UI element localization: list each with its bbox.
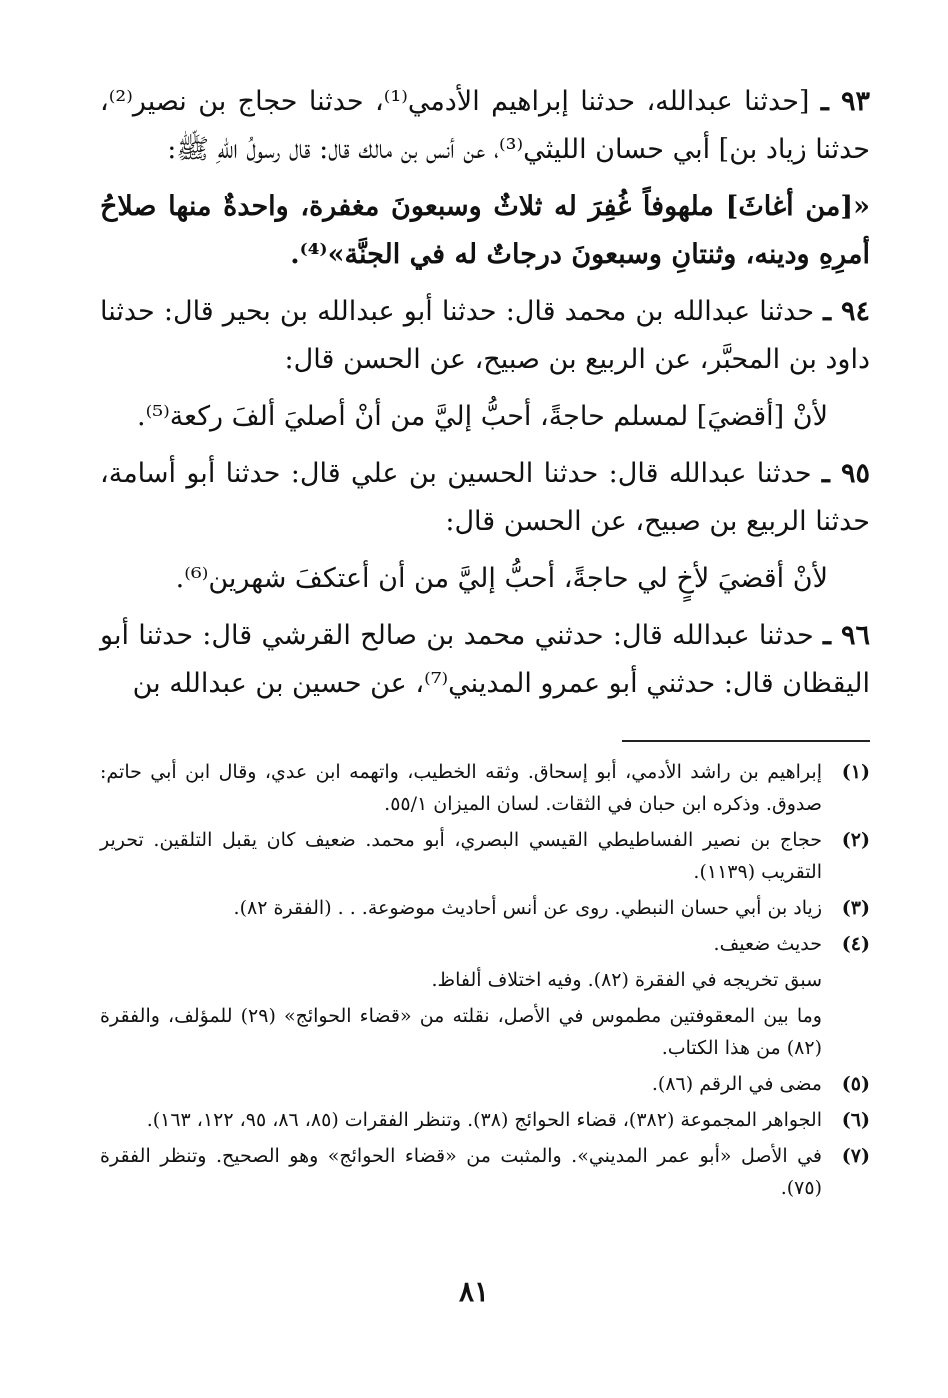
- footnote-number: (٢): [841, 829, 870, 851]
- footnotes: [100, 756, 870, 1208]
- page-body: [100, 78, 870, 1199]
- footnote-text: في الأصل «أبو عمر المديني». والمثبت من «قضاء الحوائج» وهو الصحيح. وتنظر الفقرة (٧٥).: [100, 1145, 822, 1199]
- footnote: [100, 1104, 870, 1136]
- hadith-quote: [100, 183, 870, 279]
- paragraph-text: حدثنا عبدالله قال: حدثني محمد بن صالح القرشي قال: حدثنا أبو اليقظان قال: حدثني أبو عمرو المديني⁽⁷⁾، عن حسين بن عبدالله بن: [100, 620, 870, 699]
- footnote-number: (٥): [841, 1073, 870, 1095]
- main-text: [100, 78, 870, 708]
- paragraph-text: [حدثنا عبدالله، حدثنا إبراهيم الأدمي⁽¹⁾، حدثنا حجاج بن نصير⁽²⁾، حدثنا زياد بن] أبي حسان الليثي⁽³⁾، عن أنس بن مالك قال: قال رسولُ اللّهِ ﷺ:: [100, 86, 870, 165]
- paragraph-number: ٩٤ ـ: [823, 296, 870, 327]
- page-number: ٨١: [458, 1275, 490, 1308]
- footnote-divider: [622, 740, 870, 742]
- paragraph-95: [100, 450, 870, 546]
- footnote-number: (٣): [841, 897, 870, 919]
- paragraph-number: ٩٦ ـ: [822, 620, 870, 651]
- footnote-text: حديث ضعيف.: [713, 933, 822, 955]
- footnote: [100, 892, 870, 924]
- paragraph-number: ٩٥ ـ: [821, 458, 870, 489]
- footnote: [100, 928, 870, 960]
- paragraph-number: ٩٣ ـ: [820, 86, 870, 117]
- footnote-number: (٧): [841, 1145, 870, 1167]
- footnote-text: إبراهيم بن راشد الأدمي، أبو إسحاق. وثقه الخطيب، واتهمه ابن عدي، وقال ابن أبي حاتم: صدوق. وذكره ابن حبان في الثقات. لسان الميزان ٥٥/١.: [100, 761, 822, 815]
- footnote-text: حجاج بن نصير الفساطيطي القيسي البصري، أبو محمد. ضعيف كان يقبل التلقين. تحرير التقريب (١١٣٩).: [100, 829, 822, 883]
- paragraph-text: حدثنا عبدالله قال: حدثنا الحسين بن علي قال: حدثنا أبو أسامة، حدثنا الربيع بن صبيح، عن الحسن قال:: [100, 458, 870, 537]
- footnote-text: الجواهر المجموعة (٣٨٢)، قضاء الحوائج (٣٨). وتنظر الفقرات (٨٥، ٨٦، ٩٥، ١٢٢، ١٦٣).: [146, 1109, 822, 1131]
- footnote: [100, 824, 870, 888]
- paragraph-94: [100, 288, 870, 384]
- saying-quote: [100, 393, 870, 441]
- footnote: [100, 1068, 870, 1100]
- footnote-continuation: سبق تخريجه في الفقرة (٨٢). وفيه اختلاف ألفاظ.: [431, 969, 822, 991]
- footnote-text: زياد بن أبي حسان النبطي. روى عن أنس أحاديث موضوعة. . . (الفقرة ٨٢).: [233, 897, 822, 919]
- footnote-continuation: وما بين المعقوفتين مطموس في الأصل، نقلته من «قضاء الحوائج» (٢٩) للمؤلف، والفقرة (٨٢) من هذا الكتاب.: [100, 1005, 822, 1059]
- footnote: [100, 1140, 870, 1204]
- quote-text: لأنْ أقضيَ لأخٍ لي حاجةً، أحبُّ إليَّ من أن أعتكفَ شهرين⁽⁶⁾.: [175, 563, 828, 594]
- saying-quote: [100, 555, 870, 603]
- paragraph-text: حدثنا عبدالله بن محمد قال: حدثنا أبو عبدالله بن بحير قال: حدثنا داود بن المحبَّر، عن الربيع بن صبيح، عن الحسن قال:: [100, 296, 870, 375]
- footnote-text: مضى في الرقم (٨٦).: [651, 1073, 822, 1095]
- footnote: [100, 756, 870, 820]
- quote-text: «[من أغاثَ] ملهوفاً غُفِرَ له ثلاثٌ وسبعونَ مغفرة، واحدةٌ منها صلاحُ أمرِهِ ودينه، وثنتانِ وسبعونَ درجاتٌ له في الجنَّة»⁽⁴⁾.: [100, 191, 870, 270]
- paragraph-96: [100, 612, 870, 708]
- footnote-number: (٤): [841, 933, 870, 955]
- quote-text: لأنْ [أقضيَ] لمسلم حاجةً، أحبُّ إليَّ من أنْ أصليَ ألفَ ركعة⁽⁵⁾.: [137, 401, 828, 432]
- footnote-number: (١): [841, 761, 870, 783]
- footnote-number: (٦): [841, 1109, 870, 1131]
- paragraph-93: [100, 78, 870, 174]
